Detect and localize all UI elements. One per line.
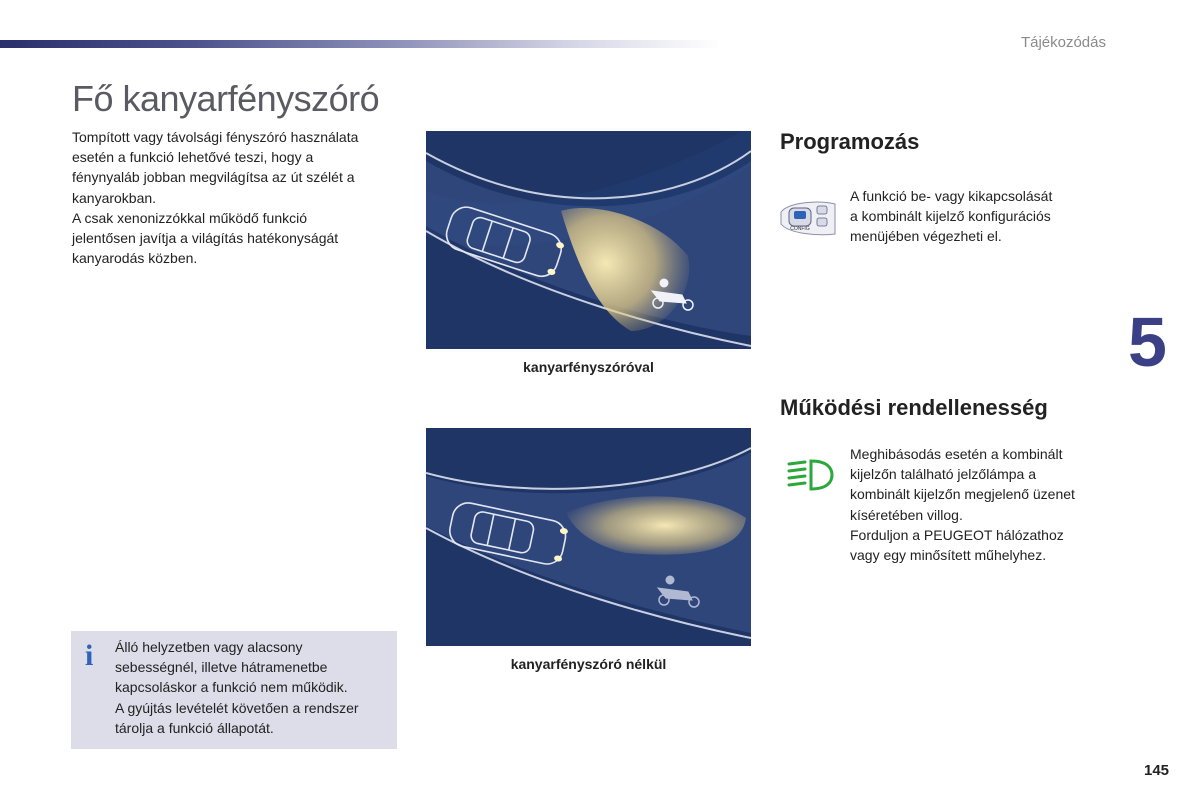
page-number: 145 [1144, 762, 1170, 779]
caption-with-cornering-light: kanyarfényszóróval [523, 359, 654, 375]
page-title: Fő kanyarfényszóró [72, 78, 380, 119]
programming-line: a kombinált kijelző konfigurációs [850, 208, 1051, 225]
intro-line: kanyarodás közben. [72, 250, 198, 267]
headlamp-warning-icon [785, 458, 835, 492]
malfunction-line: kijelzőn található jelzőlámpa a [850, 466, 1036, 483]
intro-line: fénynyaláb jobban megvilágítsa az út szélét a [72, 169, 355, 186]
info-icon: i [85, 639, 94, 672]
steering-wheel-config-button-icon [779, 198, 837, 238]
info-text [115, 637, 390, 738]
illustration-without-cornering-light [426, 428, 751, 646]
header-gradient-bar [0, 40, 720, 48]
info-box [71, 631, 397, 749]
svg-text:CONFIG: CONFIG [790, 226, 810, 232]
info-line: A gyújtás levételét követően a rendszer [115, 699, 359, 716]
caption-without-cornering-light: kanyarfényszóró nélkül [510, 656, 667, 672]
malfunction-line: Meghibásodás esetén a kombinált [850, 446, 1063, 462]
info-line: sebességnél, illetve hátramenetbe [115, 659, 328, 676]
programming-heading: Programozás [780, 129, 920, 154]
road-illustration [426, 428, 751, 646]
illustration-with-cornering-light [426, 131, 751, 349]
intro-line: Tompított vagy távolsági fényszóró használata [72, 129, 359, 145]
chapter-number: 5 [1128, 303, 1167, 381]
section-name: Tájékozódás [1020, 34, 1106, 51]
intro-line: kanyarokban. [72, 189, 157, 206]
info-line: kapcsoláskor a funkció nem működik. [115, 679, 348, 696]
programming-text [850, 186, 1115, 247]
info-line: tárolja a funkció állapotát. [115, 719, 274, 736]
programming-line: A funkció be- vagy kikapcsolását [850, 188, 1053, 204]
intro-line: jelentősen javítja a világítás hatékonyságát [72, 230, 339, 247]
info-line: Álló helyzetben vagy alacsony [115, 639, 303, 655]
intro-line: esetén a funkció lehetővé teszi, hogy a [72, 149, 314, 166]
malfunction-heading: Működési rendellenesség [780, 395, 1048, 420]
malfunction-line: kíséretében villog. [850, 506, 963, 523]
intro-text [72, 127, 402, 268]
road-illustration [426, 131, 751, 349]
malfunction-line: Forduljon a PEUGEOT hálózathoz [850, 526, 1064, 543]
intro-line: A csak xenonizzókkal működő funkció [72, 209, 308, 226]
malfunction-line: kombinált kijelzőn megjelenő üzenet [850, 486, 1075, 503]
malfunction-line: vagy egy minősített műhelyhez. [850, 547, 1047, 564]
programming-line: menüjében végezheti el. [850, 228, 1002, 245]
malfunction-text [850, 444, 1115, 565]
